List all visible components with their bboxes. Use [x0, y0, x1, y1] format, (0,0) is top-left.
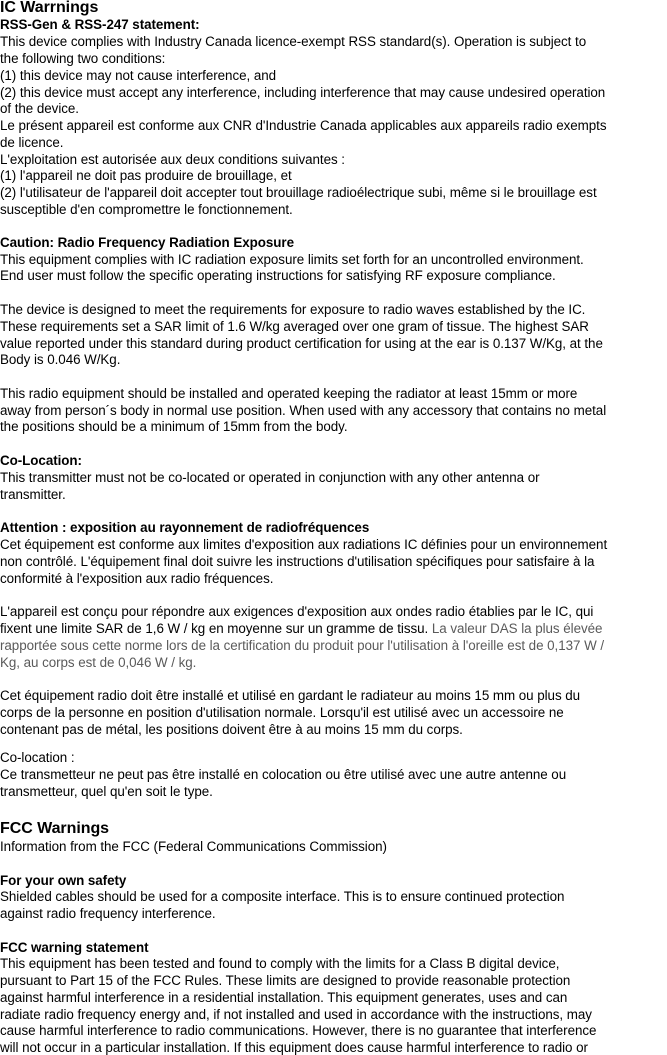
paragraph-line: of the device. — [0, 101, 79, 116]
paragraph-line — [0, 620, 602, 637]
paragraph-line: the positions should be a minimum of 15mm from the body. — [0, 419, 348, 434]
paragraph-line: Information from the FCC (Federal Communications Commission) — [0, 839, 387, 854]
paragraph-line: the following two conditions: — [0, 51, 166, 66]
paragraph-line: Ce transmetteur ne peut pas être installé en colocation ou être utilisé avec une autre antenne ou — [0, 767, 567, 782]
colocation-heading: Co-Location: — [0, 453, 82, 468]
paragraph-line: Cet équipement radio doit être installé et utilisé en gardant le radiateur au moins 15 mm ou plus du — [0, 688, 581, 703]
paragraph-line: These requirements set a SAR limit of 1.6 W/kg averaged over one gram of tissue. The highest SAR — [0, 319, 589, 334]
paragraph-line: Cet équipement est conforme aux limites d'exposition aux radiations IC définies pour un environnement — [0, 537, 608, 552]
paragraph-line: transmetteur, quel qu'en soit le type. — [0, 784, 213, 799]
paragraph-line: conformité à l'exposition aux radio fréquences. — [0, 571, 274, 586]
das-text: fixent une limite SAR de 1,6 W / kg en moyenne sur un gramme de tissu. — [0, 621, 429, 636]
paragraph-line: End user must follow the specific operating instructions for satisfying RF exposure compliance. — [0, 268, 556, 283]
paragraph-line: de licence. — [0, 135, 64, 150]
das-value-text: La valeur DAS la plus élevée — [428, 621, 603, 636]
fcc-statement-heading: FCC warning statement — [0, 940, 149, 955]
paragraph-line: against harmful interference in a residential installation. This equipment generates, uses and can — [0, 990, 568, 1005]
paragraph-line: (2) this device must accept any interference, including interference that may cause undesired operation — [0, 85, 606, 100]
paragraph-line: rapportée sous cette norme lors de la certification du produit pour l'utilisation à l'oreille est de 0,137 W / — [0, 638, 605, 653]
paragraph-line: value reported under this standard during product certification for using at the ear is 0.137 W/Kg, at the — [0, 336, 603, 351]
paragraph-line: This transmitter must not be co-located or operated in conjunction with any other antenna or — [0, 470, 540, 485]
paragraph-line: (2) l'utilisateur de l'appareil doit accepter tout brouillage radioélectrique subi, même si le brouillage est — [0, 185, 597, 200]
safety-heading: For your own safety — [0, 873, 127, 888]
paragraph-line: Kg, au corps est de 0,046 W / kg. — [0, 655, 197, 670]
paragraph-line: will not occur in a particular installation. If this equipment does cause harmful interference to radio or — [0, 1040, 588, 1055]
paragraph-line: cause harmful interference to radio communications. However, there is no guarantee that interference — [0, 1023, 597, 1038]
paragraph-line: transmitter. — [0, 487, 66, 502]
paragraph-line: (1) this device may not cause interference, and — [0, 68, 277, 83]
ic-title: IC Warrnings — [0, 0, 99, 16]
fcc-title: FCC Warnings — [0, 820, 110, 837]
paragraph-line: This equipment has been tested and found to comply with the limits for a Class B digital device, — [0, 956, 560, 971]
paragraph-line: against radio frequency interference. — [0, 906, 216, 921]
paragraph-line: corps de la personne en position d'utilisation normale. Lorsqu'il est utilisé avec un accessoire ne — [0, 705, 564, 720]
attention-heading: Attention : exposition au rayonnement de radiofréquences — [0, 520, 370, 535]
paragraph-line: pursuant to Part 15 of the FCC Rules. These limits are designed to provide reasonable protection — [0, 973, 571, 988]
paragraph-line: (1) l'appareil ne doit pas produire de brouillage, et — [0, 168, 292, 183]
paragraph-line: Body is 0.046 W/Kg. — [0, 352, 121, 367]
paragraph-line: non contrôlé. L'équipement final doit suivre les instructions d'utilisation spécifiques pour satisfaire à la — [0, 554, 595, 569]
paragraph-line: L'exploitation est autorisée aux deux conditions suivantes : — [0, 152, 345, 167]
caution-heading: Caution: Radio Frequency Radiation Exposure — [0, 235, 294, 250]
paragraph-line: contenant pas de métal, les positions doivent être à au moins 15 mm du corps. — [0, 722, 463, 737]
paragraph-line: This device complies with Industry Canada licence-exempt RSS standard(s). Operation is subject to — [0, 34, 587, 49]
paragraph-line: away from person´s body in normal use position. When used with any accessory that contains no metal — [0, 403, 607, 418]
paragraph-line: Le présent appareil est conforme aux CNR d'Industrie Canada applicables aux appareils radio exempts — [0, 118, 607, 133]
paragraph-line: The device is designed to meet the requirements for exposure to radio waves established by the IC. — [0, 302, 586, 317]
paragraph-line: susceptible d'en compromettre le fonctionnement. — [0, 202, 293, 217]
paragraph-line: This equipment complies with IC radiation exposure limits set forth for an uncontrolled environment. — [0, 252, 584, 267]
paragraph-line: radiate radio frequency energy and, if not installed and used in accordance with the instructions, may — [0, 1007, 592, 1022]
rss-heading: RSS-Gen & RSS-247 statement: — [0, 17, 200, 32]
paragraph-line: Shielded cables should be used for a composite interface. This is to ensure continued protection — [0, 889, 565, 904]
paragraph-line: L'appareil est conçu pour répondre aux exigences d'exposition aux ondes radio établies par le IC, qui — [0, 604, 594, 619]
paragraph-line: This radio equipment should be installed and operated keeping the radiator at least 15mm or more — [0, 386, 578, 401]
fr-colocation-heading: Co-location : — [0, 750, 75, 765]
